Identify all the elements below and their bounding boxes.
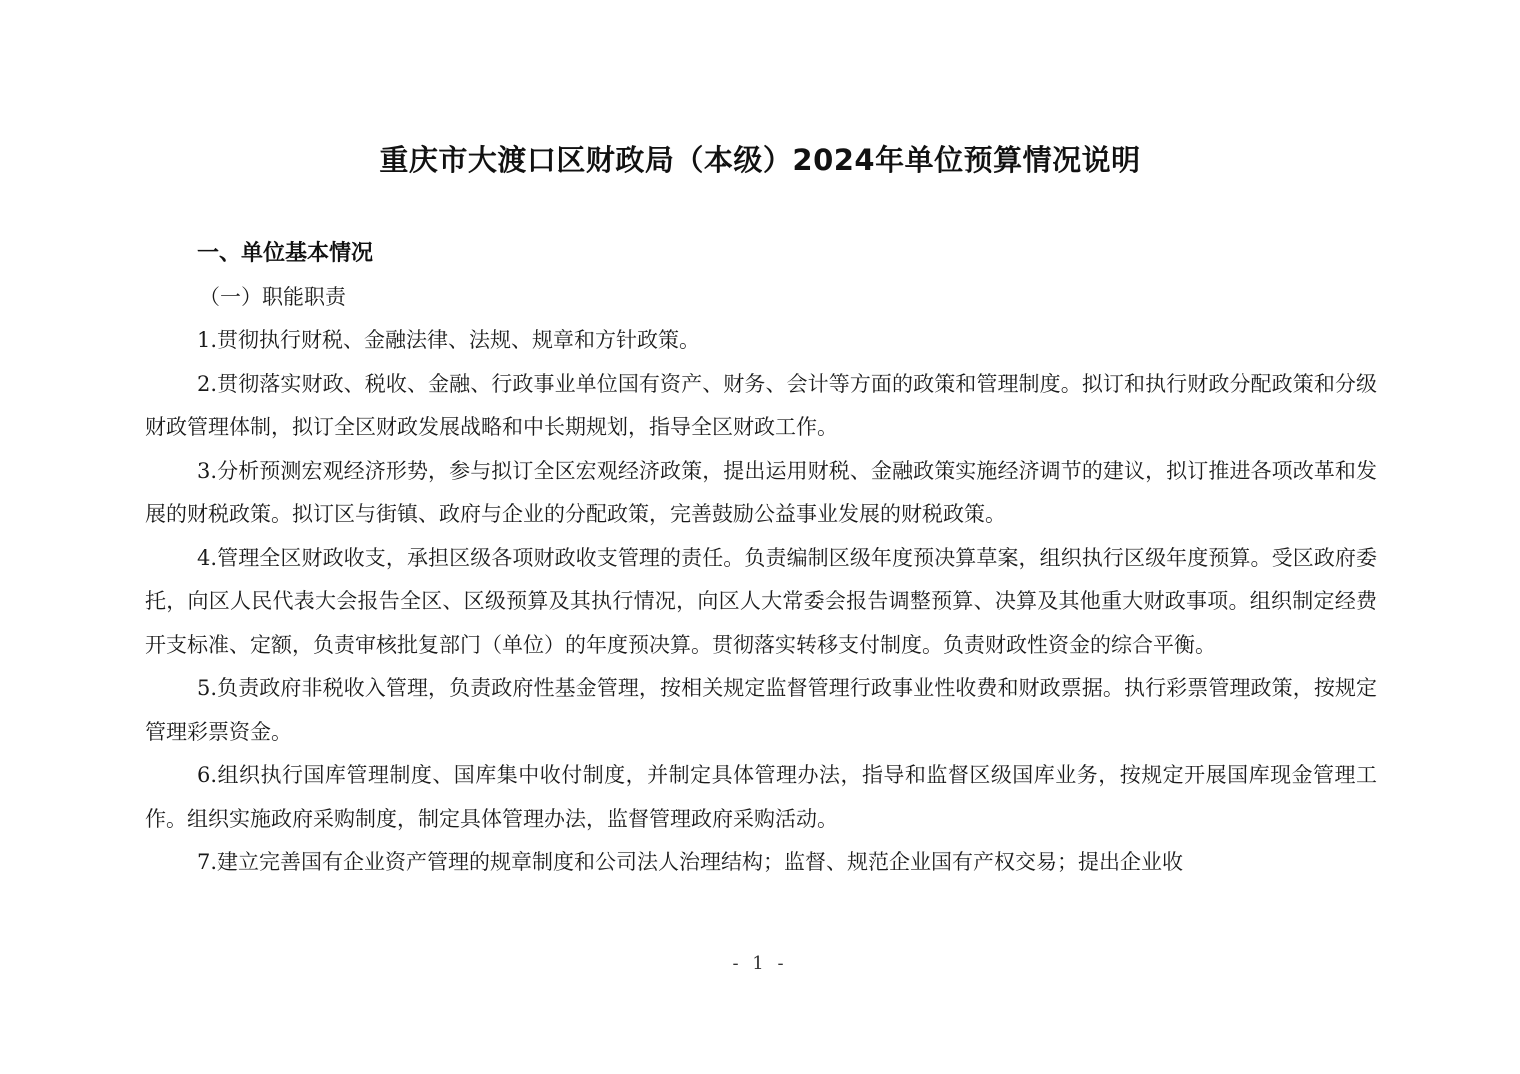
page-number: - 1 - — [732, 953, 788, 974]
paragraph-1: 1.贯彻执行财税、金融法律、法规、规章和方针政策。 — [197, 328, 701, 352]
paragraph-2: 2.贯彻落实财政、税收、金融、行政事业单位国有资产、财务、会计等方面的政策和管理制度。拟订和执行财政分配政策和分级财政管理体制，拟订全区财政发展战略和中长期规划，指导全区财政工作。 — [145, 371, 1377, 439]
paragraph-7: 7.建立完善国有企业资产管理的规章制度和公司法人治理结构；监督、规范企业国有产权交易；提出企业收 — [197, 850, 1184, 874]
section-heading: 一、单位基本情况 — [197, 241, 374, 266]
document-body — [145, 232, 1377, 885]
paragraph-3: 3.分析预测宏观经济形势，参与拟订全区宏观经济政策，提出运用财税、金融政策实施经济调节的建议，拟订推进各项改革和发展的财税政策。拟订区与街镇、政府与企业的分配政策，完善鼓励公益事业发展的财税政策。 — [145, 458, 1377, 526]
paragraph-6: 6.组织执行国库管理制度、国库集中收付制度，并制定具体管理办法，指导和监督区级国库业务，按规定开展国库现金管理工作。组织实施政府采购制度，制定具体管理办法，监督管理政府采购活动。 — [145, 763, 1377, 831]
document-title: 重庆市大渡口区财政局（本级）2024年单位预算情况说明 — [379, 143, 1141, 177]
paragraph-4: 4.管理全区财政收支，承担区级各项财政收支管理的责任。负责编制区级年度预决算草案，组织执行区级年度预算。受区政府委托，向区人民代表大会报告全区、区级预算及其执行情况，向区人大常委会报告调整预算、决算及其他重大财政事项。组织制定经费开支标准、定额，负责审核批复部门（单位）的年度预决算。贯彻落实转移支付制度。负责财政性资金的综合平衡。 — [145, 545, 1377, 657]
subsection-heading: （一）职能职责 — [199, 284, 346, 309]
paragraph-5: 5.负责政府非税收入管理，负责政府性基金管理，按相关规定监督管理行政事业性收费和财政票据。执行彩票管理政策，按规定管理彩票资金。 — [145, 676, 1377, 744]
